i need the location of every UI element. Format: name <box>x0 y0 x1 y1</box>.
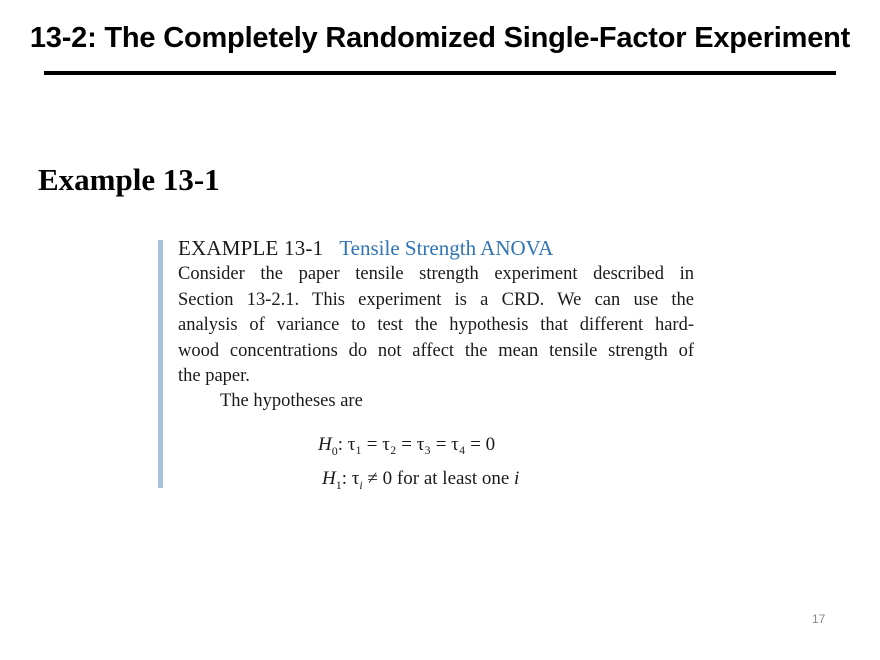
h1-symbol: H <box>322 468 336 489</box>
title-divider <box>44 71 836 75</box>
null-hypothesis-equation <box>318 434 495 459</box>
example-header <box>178 236 553 261</box>
h1-subscript: 1 <box>335 477 342 492</box>
example-body-line: analysis of variance to test the hypothesis that different hard- <box>178 315 694 335</box>
example-accent-bar <box>158 240 163 488</box>
example-body-line: wood concentrations do not affect the mean tensile strength of <box>178 340 694 361</box>
tau-subscript: i <box>359 477 363 492</box>
slide-title: 13-2: The Completely Randomized Single-Factor Experiment <box>29 22 851 54</box>
h1-variable: i <box>514 468 520 489</box>
h1-expression-prefix: : τ <box>341 468 360 489</box>
h0-expression: : τ₁ = τ₂ = τ₃ = τ₄ = 0 <box>337 434 496 455</box>
h0-symbol: H <box>318 434 332 455</box>
example-body-line: the paper. <box>178 366 250 386</box>
example-topic: Tensile Strength ANOVA <box>339 236 554 260</box>
example-subheading: Example 13-1 <box>38 162 220 197</box>
h1-expression-suffix: ≠ 0 for at least one <box>362 468 515 489</box>
page-number: 17 <box>812 612 826 626</box>
example-body-line: Section 13-2.1. This experiment is a CRD. We can use the <box>178 289 694 310</box>
example-body-line: Consider the paper tensile strength experiment described in <box>178 264 694 284</box>
alternative-hypothesis-equation <box>322 468 519 493</box>
hypotheses-intro: The hypotheses are <box>220 391 363 411</box>
example-number: EXAMPLE 13-1 <box>178 236 324 260</box>
example-body <box>178 262 694 390</box>
h0-subscript: 0 <box>331 443 338 458</box>
